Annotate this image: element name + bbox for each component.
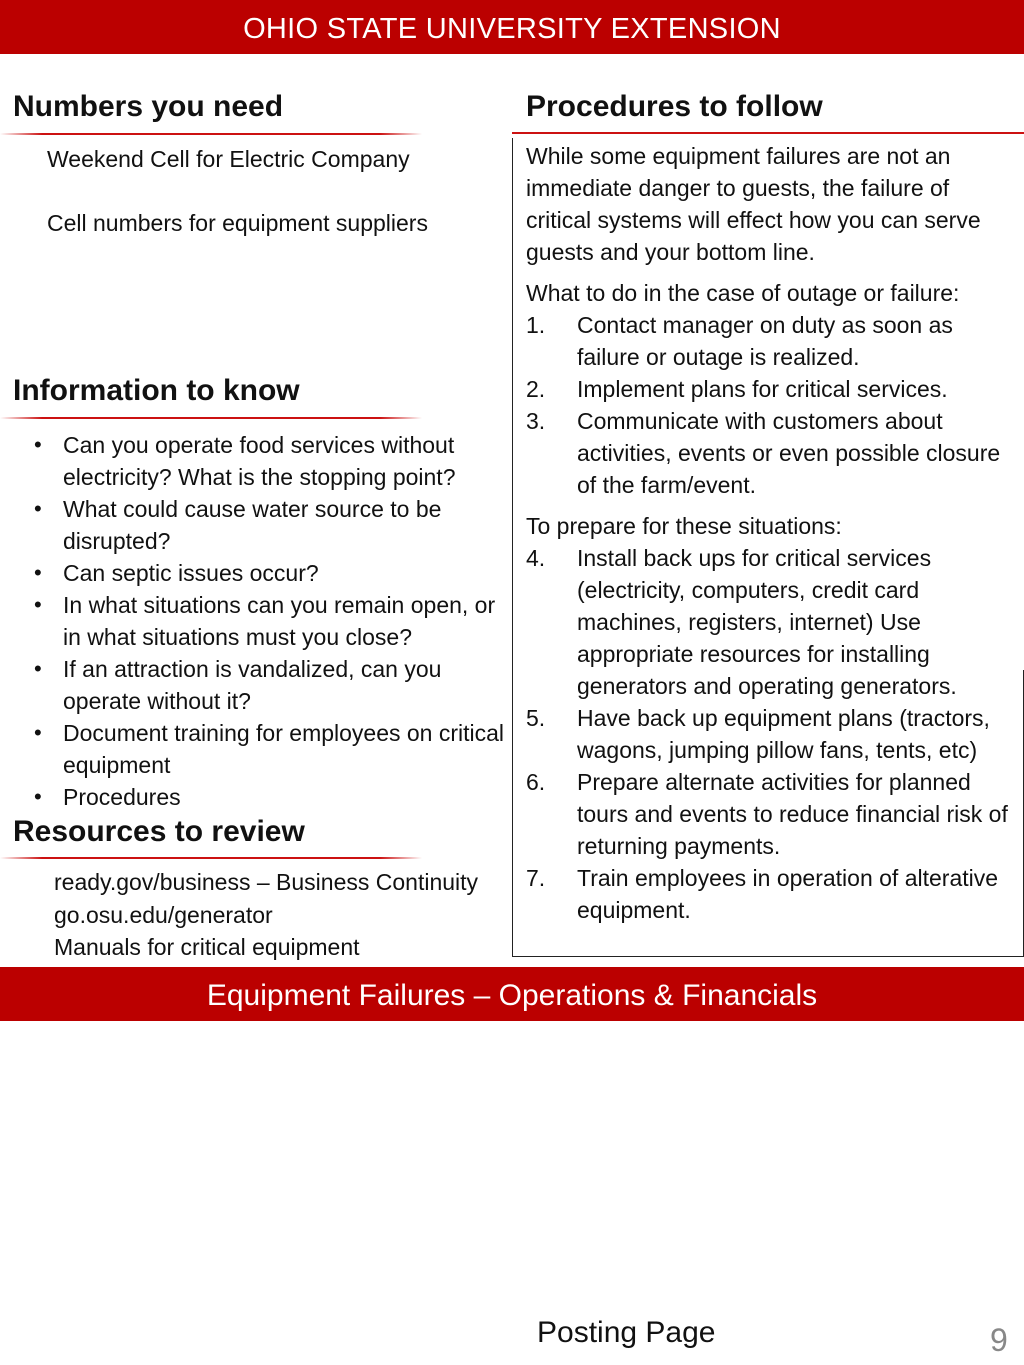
step-number: 7. bbox=[526, 865, 546, 891]
step-text: Contact manager on duty as soon as failure or outage is realized. bbox=[577, 312, 953, 370]
procedure-step bbox=[526, 405, 1016, 501]
header-title: OHIO STATE UNIVERSITY EXTENSION bbox=[243, 13, 781, 45]
resources-list bbox=[54, 866, 478, 964]
resource-item: Manuals for critical equipment bbox=[54, 934, 360, 960]
prepare-heading: To prepare for these situations: bbox=[526, 513, 842, 539]
list-item bbox=[28, 429, 508, 493]
step-text: Train employees in operation of alterative equipment. bbox=[577, 865, 999, 923]
bullet-icon: • bbox=[34, 560, 42, 585]
footer-title: Equipment Failures – Operations & Financials bbox=[206, 979, 818, 1012]
list-item bbox=[28, 493, 508, 557]
resources-rule bbox=[0, 857, 422, 859]
bullet-icon: • bbox=[34, 432, 42, 457]
procedure-step bbox=[526, 862, 1016, 926]
numbers-heading: Numbers you need bbox=[13, 90, 284, 123]
list-item-text: In what situations can you remain open, or in what situations must you close? bbox=[63, 592, 496, 650]
step-number: 3. bbox=[526, 408, 546, 434]
page-number: 9 bbox=[990, 1322, 1008, 1358]
list-item-text: Can you operate food services without electricity? What is the stopping point? bbox=[63, 432, 456, 490]
numbers-item: Weekend Cell for Electric Company bbox=[47, 146, 410, 172]
step-number: 1. bbox=[526, 312, 546, 338]
information-list bbox=[28, 429, 508, 813]
list-item bbox=[28, 589, 508, 653]
outage-steps bbox=[526, 309, 1016, 501]
procedures-content bbox=[526, 140, 1016, 926]
step-number: 4. bbox=[526, 545, 546, 571]
bullet-icon: • bbox=[34, 656, 42, 681]
step-text: Prepare alternate activities for planned tours and events to reduce financial risk of returning payments. bbox=[577, 769, 1008, 859]
resources-heading: Resources to review bbox=[13, 815, 305, 848]
procedures-rule bbox=[512, 132, 1024, 134]
step-number: 5. bbox=[526, 705, 546, 731]
procedure-step bbox=[526, 542, 1016, 702]
list-item bbox=[28, 653, 508, 717]
list-item bbox=[28, 717, 508, 781]
list-item-text: Can septic issues occur? bbox=[63, 560, 319, 586]
numbers-item: Cell numbers for equipment suppliers bbox=[47, 210, 428, 236]
step-text: Communicate with customers about activities, events or even possible closure of the farm/event. bbox=[577, 408, 1001, 498]
list-item-text: Procedures bbox=[63, 784, 181, 810]
bullet-icon: • bbox=[34, 720, 42, 745]
step-text: Have back up equipment plans (tractors, wagons, jumping pillow fans, tents, etc) bbox=[577, 705, 990, 763]
list-item-text: What could cause water source to be disrupted? bbox=[63, 496, 442, 554]
bullet-icon: • bbox=[34, 496, 42, 521]
numbers-list bbox=[47, 143, 428, 271]
footer-banner bbox=[0, 967, 1024, 1021]
procedure-step bbox=[526, 702, 1016, 766]
procedures-heading: Procedures to follow bbox=[526, 90, 823, 123]
bullet-icon: • bbox=[34, 784, 42, 809]
resource-link[interactable]: ready.gov/business – Business Continuity bbox=[54, 869, 479, 895]
procedure-step bbox=[526, 309, 1016, 373]
prepare-steps bbox=[526, 542, 1016, 926]
outage-heading: What to do in the case of outage or failure: bbox=[526, 280, 960, 306]
step-text: Install back ups for critical services (electricity, computers, credit card machines, registers, internet) Use appropriate resources for installing generators and operating generators. bbox=[577, 545, 957, 699]
information-rule bbox=[0, 417, 422, 419]
step-number: 2. bbox=[526, 376, 546, 402]
procedure-step bbox=[526, 373, 1016, 405]
bullet-icon: • bbox=[34, 592, 42, 617]
header-banner bbox=[0, 0, 1024, 54]
list-item-text: If an attraction is vandalized, can you operate without it? bbox=[63, 656, 442, 714]
procedure-step bbox=[526, 766, 1016, 862]
step-text: Implement plans for critical services. bbox=[577, 376, 948, 402]
posting-label: Posting Page bbox=[537, 1316, 716, 1349]
step-number: 6. bbox=[526, 769, 546, 795]
list-item bbox=[28, 557, 508, 589]
numbers-rule bbox=[0, 133, 422, 135]
resource-link[interactable]: go.osu.edu/generator bbox=[54, 901, 273, 928]
list-item bbox=[28, 781, 508, 813]
procedures-intro: While some equipment failures are not an immediate danger to guests, the failure of critical systems will effect how you can serve guests and your bottom line. bbox=[526, 143, 981, 265]
information-heading: Information to know bbox=[13, 374, 300, 407]
list-item-text: Document training for employees on critical equipment bbox=[63, 720, 505, 778]
